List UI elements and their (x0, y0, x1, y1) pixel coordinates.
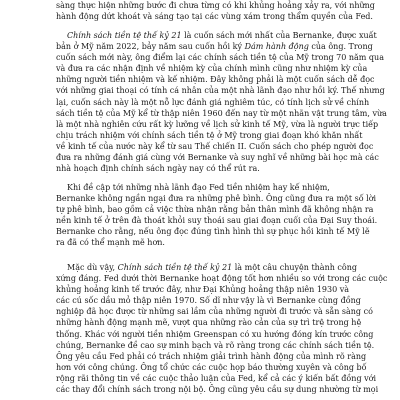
text-line: là một nhà nghiên cứu rất kỳ lưỡng về lịch sử kinh tế Mỹ, vừa là người trực tiếp (56, 119, 379, 129)
text-line: Ông yêu cầu Fed phải có trách nhiệm giải trình hành động của mình rõ ràng (56, 351, 367, 361)
text-line: những hành động mạnh mẽ, vượt qua những rào cản của sự trì trệ trong hệ (56, 318, 362, 328)
text-line: về kinh tế của nước này kể từ sau Thế chiến II. Cuốn sách cho phép người đọc (56, 141, 374, 151)
paragraph-2 (56, 30, 387, 174)
text-line: đưa ra những đánh giá cùng với Bernanke và suy nghĩ về những bài học mà các (56, 153, 379, 163)
book-title: Dám hành động (244, 42, 309, 52)
text-line: Khi đề cập tới những nhà lãnh đạo Fed tiền nhiệm hay kế nhiệm, (67, 183, 330, 192)
text-line: nền kinh tế ở trên đà thoát khỏi suy thoái sau giai đoạn cuối của Đại Suy thoái. (56, 216, 378, 226)
text-line: Bernanke cho rằng, nếu ông đọc đúng tình hình thì sự phục hồi kinh tế Mỹ lẽ (56, 227, 370, 237)
text-line: xứng đáng. Fed dưới thời Bernanke hoạt động tốt hơn nhiều so với trong các cuộc (56, 274, 388, 284)
text-line: Mặc dù vậy, Chính sách tiền tệ thế kỷ 21 là một câu chuyện thành công (67, 263, 357, 272)
paragraph-3 (56, 182, 378, 249)
text-line: thống. Khác với người tiền nhiệm Greenspan có xu hướng đóng kín trước công (56, 329, 374, 339)
paragraph-1 (56, 0, 375, 22)
text-line: sách tiền tệ của Mỹ kể từ thập niên 1960 đến nay từ một nhãn vật trung tâm, vừa (56, 108, 387, 118)
text-line: cuốn sách mới này, ông điểm lại các chính sách tiền tệ của Mỹ trong 70 năm qua (56, 53, 384, 63)
text-line: chịu trách nhiệm với chính sách tiền tệ ở Mỹ trong giai đoạn khó khăn nhất (56, 130, 363, 140)
text-line: các thay đổi chính sách trong nội bộ. Ông cũng yêu cầu sự dung nhường từ mọi (56, 385, 379, 395)
text-line: hành động dứt khoát và sáng tạo tại các vùng xám trong thẩm quyền của Fed. (56, 12, 373, 22)
text-line: nhà hoạch định chính sách ngày nay có thể rút ra. (56, 164, 260, 174)
text-line: chúng, Bernanke đề cao sự minh bạch và rõ ràng trong các chính sách tiền tệ. (56, 340, 375, 350)
text-line: rộng rãi thông tin về các cuộc thảo luận của Fed, kể cả các ý kiến bất đồng với (56, 373, 376, 383)
text-line: khủng hoảng kinh tế trước đây, như Đại Khủng hoảng thập niên 1930 và (56, 285, 350, 295)
text-line: và đưa ra các nhận định về nhiệm kỳ của chính mình cũng như nhiệm kỳ của (56, 64, 368, 74)
text-line: sàng thực hiện những bước đi chưa từng có khi khủng hoảng xảy ra, với những (56, 1, 375, 10)
text-line: các cú sốc dầu mỏ thập niên 1970. Số dĩ như vậy là vì Bernanke cùng đồng (56, 296, 361, 306)
text-line: những người tiền nhiệm và kế nhiệm. Đây không phải là một cuốn sách dễ đọc (56, 75, 375, 85)
text-line: nghiệp đã học được từ những sai lầm của những người đi trước và sẵn sàng có (56, 307, 373, 317)
text-line: hơn với công chúng. Ông tổ chức các cuộc họp báo thường xuyên và công bố (56, 362, 367, 372)
book-title: Chính sách tiền tệ thế kỷ 21 (117, 263, 233, 272)
text-line: ra đã có thể mạnh mẽ hơn. (56, 238, 165, 248)
text-line: Chính sách tiền tệ thế kỷ 21 là cuốn sách mới nhất của Bernanke, được xuất (67, 31, 377, 40)
text-line: với những giai thoại có tính cá nhân của một nhà lãnh đạo như hồi ký. Thế nhưng (56, 86, 385, 96)
text-line: lại, cuốn sách này là một nỗ lực đánh giá nghiêm túc, có tính lịch sử về chính (56, 97, 370, 107)
text-line: Bernanke không ngần ngại đưa ra những phê bình. Ông cũng đưa ra một số lời (56, 194, 377, 204)
text-line: tự phê bình, bao gồm cả việc thừa nhận rằng bản thân mình đã không nhận ra (56, 205, 374, 215)
book-title: Chính sách tiền tệ thế kỷ 21 (67, 31, 182, 40)
text-line: bản ở Mỹ năm 2022, bảy năm sau cuốn hồi ký Dám hành động của ông. Trong (56, 42, 373, 52)
paragraph-4 (56, 262, 388, 395)
